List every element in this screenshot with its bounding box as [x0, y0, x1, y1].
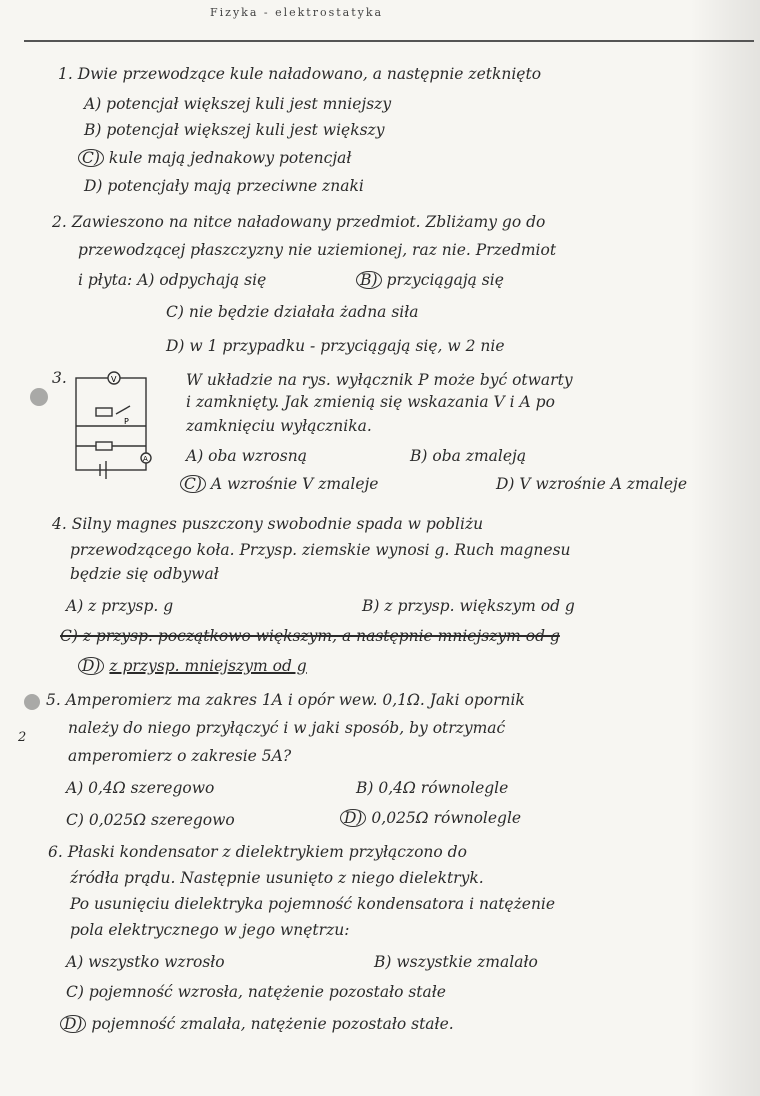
q3-line1: W układzie na rys. wyłącznik P może być otwarty — [186, 371, 573, 389]
q2-line2: przewodzącej płaszczyzny nie uziemionej, raz nie. Przedmiot — [78, 241, 557, 259]
q6-option-c: C) pojemność wzrosła, natężenie pozostało stałe — [66, 983, 446, 1001]
q4-option-c-crossed-out: C) z przysp. początkowo większym, a następnie mniejszym od g — [60, 627, 560, 645]
q2-option-a: i płyta: A) odpychają się — [78, 271, 267, 289]
q3-option-c — [180, 474, 378, 494]
q4-line1: 4. Silny magnes puszczony swobodnie spada w pobliżu — [52, 515, 484, 533]
q1-option-c-text: kule mają jednakowy potencjał — [108, 149, 352, 167]
q5-line3: amperomierz o zakresie 5A? — [68, 747, 292, 765]
ammeter-label: A — [143, 455, 148, 463]
q3-option-a: A) oba wzrosną — [186, 447, 307, 465]
q3-line3: zamknięciu wyłącznika. — [186, 417, 372, 435]
answer-circle: D) — [340, 809, 366, 827]
q5-option-a: A) 0,4Ω szeregowo — [66, 779, 215, 797]
q4-option-d-text: z przysp. mniejszym od g — [109, 657, 307, 675]
q6-option-a: A) wszystko wzrosło — [66, 953, 225, 971]
q4-line2: przewodzącego koła. Przysp. ziemskie wynosi g. Ruch magnesu — [70, 541, 571, 559]
q4-line3: będzie się odbywał — [70, 565, 219, 583]
q4-option-d — [78, 656, 307, 676]
q3-option-d: D) V wzrośnie A zmaleje — [496, 475, 688, 493]
q3-line2: i zamknięty. Jak zmienią się wskazania V i A po — [186, 393, 555, 411]
ink-blot — [30, 388, 48, 406]
q6-option-d-text: pojemność zmalała, natężenie pozostało stałe. — [91, 1015, 454, 1033]
q6-line2: źródła prądu. Następnie usunięto z niego dielektryk. — [70, 869, 484, 887]
q3-option-c-text: A wzrośnie V zmaleje — [210, 475, 379, 493]
q5-line2: należy do niego przyłączyć i w jaki sposób, by otrzymać — [68, 719, 506, 737]
q2-option-b-text: przyciągają się — [386, 271, 504, 289]
header-rule — [24, 40, 754, 42]
circuit-diagram — [70, 366, 170, 486]
q5-option-b: B) 0,4Ω równolegle — [356, 779, 509, 797]
q1-option-c — [78, 148, 351, 168]
answer-circle: C) — [180, 475, 206, 493]
q6-option-b: B) wszystkie zmalało — [374, 953, 538, 971]
q6-option-d — [60, 1014, 454, 1034]
q5-margin-mark: 2 — [18, 730, 27, 745]
page-header: Fizyka - elektrostatyka — [210, 6, 384, 19]
q4-option-b: B) z przysp. większym od g — [362, 597, 575, 615]
switch-label: P — [124, 417, 129, 426]
q5-option-d — [340, 808, 521, 828]
q3-number: 3. — [52, 369, 67, 387]
ink-blot — [24, 694, 40, 710]
q1-option-a: A) potencjał większej kuli jest mniejszy — [84, 95, 392, 113]
q1-option-d: D) potencjały mają przeciwne znaki — [84, 177, 364, 195]
answer-circle: D) — [78, 657, 104, 675]
q6-line4: pola elektrycznego w jego wnętrzu: — [70, 921, 350, 939]
q5-line1: 5. Amperomierz ma zakres 1A i opór wew. 0,1Ω. Jaki opornik — [46, 691, 525, 709]
q1-option-b: B) potencjał większej kuli jest większy — [84, 121, 385, 139]
q6-line1: 6. Płaski kondensator z dielektrykiem przyłączono do — [48, 843, 467, 861]
q3-option-b: B) oba zmaleją — [410, 447, 527, 465]
answer-circle: D) — [60, 1015, 86, 1033]
q2-option-c: C) nie będzie działała żadna siła — [166, 303, 419, 321]
answer-circle: C) — [78, 149, 104, 167]
q5-option-d-text: 0,025Ω równolegle — [371, 809, 522, 827]
q5-option-c: C) 0,025Ω szeregowo — [66, 811, 235, 829]
voltmeter-label: V — [111, 375, 117, 384]
q2-line3 — [78, 270, 504, 290]
page-shadow-edge — [690, 0, 760, 1096]
q4-option-a: A) z przysp. g — [66, 597, 174, 615]
q6-line3: Po usunięciu dielektryka pojemność kondensatora i natężenie — [70, 895, 556, 913]
q2-line1: 2. Zawieszono na nitce naładowany przedmiot. Zbliżamy go do — [52, 213, 546, 231]
q2-option-d: D) w 1 przypadku - przyciągają się, w 2 nie — [166, 337, 505, 355]
answer-circle: B) — [356, 271, 381, 289]
q1-stem: 1. Dwie przewodzące kule naładowano, a następnie zetknięto — [58, 65, 542, 83]
